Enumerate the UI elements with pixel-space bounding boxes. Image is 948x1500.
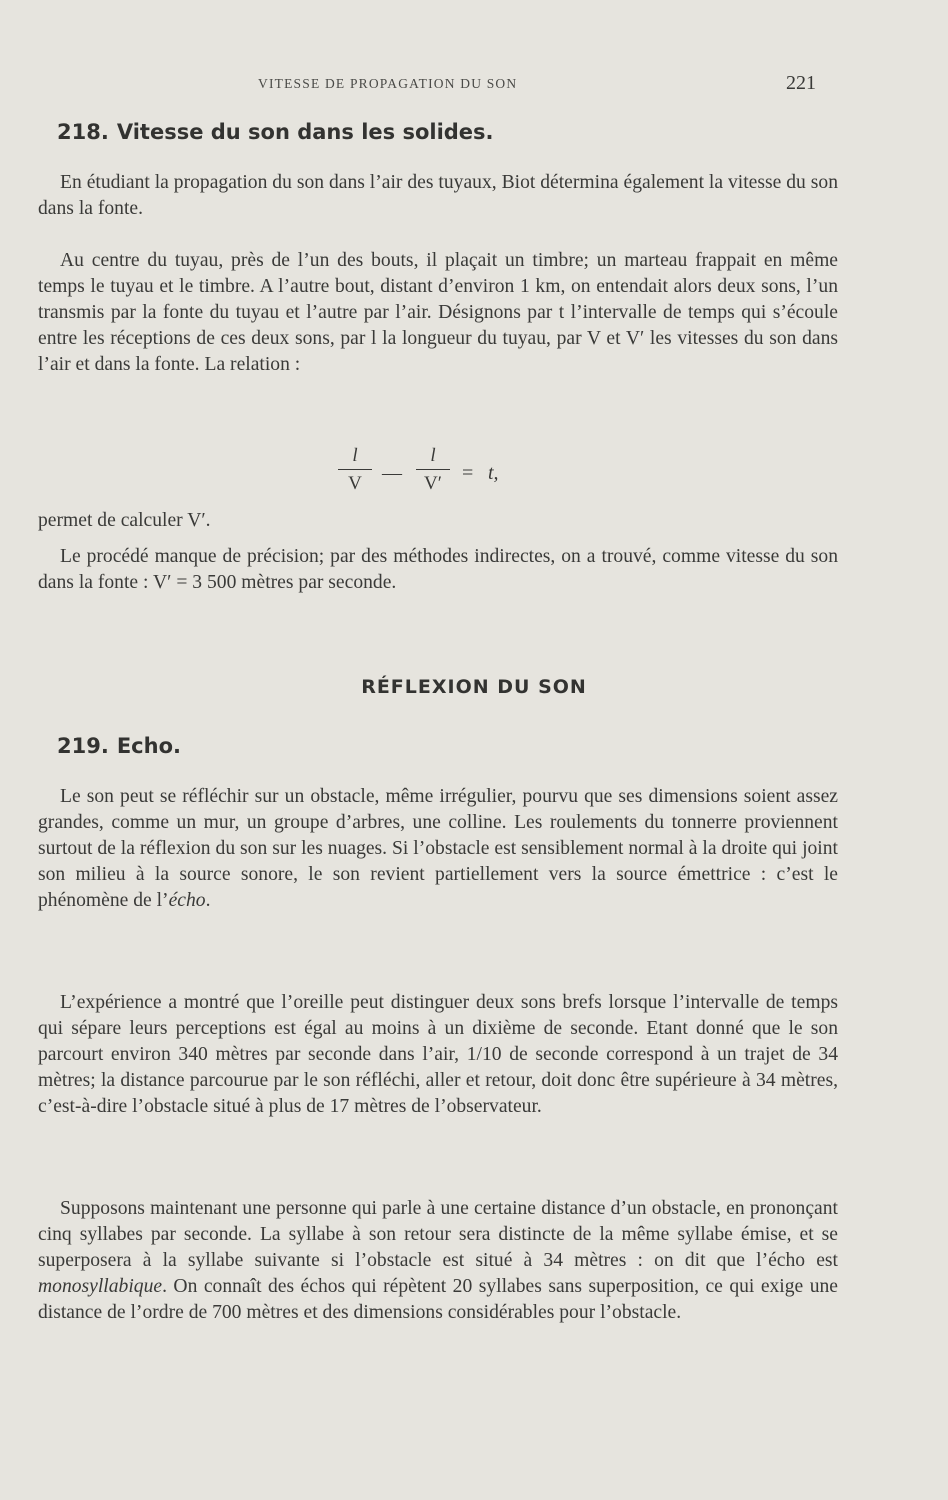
fraction-2-bar [416, 469, 450, 470]
formula-rhs: t, [488, 462, 499, 484]
fraction-2-denominator: V′ [424, 473, 442, 494]
fraction-1-denominator: V [348, 473, 362, 494]
chapter-title: RÉFLEXION DU SON [361, 676, 587, 698]
section-219-p1-emphasis: écho [168, 890, 206, 911]
section-219-p3-end: . On connaît des échos qui répètent 20 syllabes sans superposition, ce qui exige une distance de l’ordre de 700 mètres et des dimensions considérables pour l’obstacle. [38, 1276, 838, 1323]
fraction-1-numerator: l [352, 445, 358, 466]
fraction-2-numerator: l [430, 445, 436, 466]
section-219-title: Echo. [116, 734, 181, 758]
section-218-paragraph-2: Au centre du tuyau, près de l’un des bouts, il plaçait un timbre; un marteau frappait en même temps le tuyau et le timbre. A l’autre bout, distant d’environ 1 km, on entendait alors deux sons, l’un transmis par la fonte du tuyau et l’autre par l’air. Désignons par t l’intervalle de temps qui s’écoule entre les réceptions de ces deux sons, par l la longueur du tuyau, par V et V′ les vitesses du son dans l’air et dans la fonte. La relation : [38, 250, 838, 375]
fraction-1-bar [338, 469, 372, 470]
page-number: 221 [786, 72, 816, 94]
section-218-number: 218. [57, 120, 109, 144]
section-218-title: Vitesse du son dans les solides. [116, 120, 494, 144]
section-218-paragraph-1: En étudiant la propagation du son dans l’air des tuyaux, Biot détermina également la vitesse du son dans la fonte. [38, 172, 838, 219]
section-218-paragraph-3: Le procédé manque de précision; par des méthodes indirectes, on a trouvé, comme vitesse du son dans la fonte : V′ = 3 500 mètres par seconde. [38, 546, 838, 593]
fraction-l-over-v-prime [416, 444, 450, 495]
running-head: VITESSE DE PROPAGATION DU SON [258, 76, 518, 91]
section-219-heading [57, 734, 181, 758]
equals-sign: = [462, 462, 474, 484]
section-219-p3-text: Supposons maintenant une personne qui parle à une certaine distance d’un obstacle, en prononçant cinq syllabes par seconde. La syllabe à son retour sera distincte de la même syllabe émise, et se superposera à la syllabe suivante si l’obstacle est situé à 34 mètres : on dit que l’écho est [38, 1198, 838, 1271]
section-219-number: 219. [57, 734, 109, 758]
section-219-paragraph-1 [38, 784, 838, 914]
section-219-paragraph-2: L’expérience a montré que l’oreille peut distinguer deux sons brefs lorsque l’intervalle de temps qui sépare leurs perceptions est égal au moins à un dixième de seconde. Etant donné que le son parcourt environ 340 mètres par seconde dans l’air, 1/10 de seconde correspond à un trajet de 34 mètres; la distance parcourue par le son réfléchi, aller et retour, doit donc être supérieure à 34 mètres, c’est-à-dire l’obstacle situé à plus de 17 mètres de l’observateur. [38, 992, 838, 1117]
formula-lead-text: permet de calculer V′. [38, 510, 211, 531]
section-219-p1-text: Le son peut se réfléchir sur un obstacle, même irrégulier, pourvu que ses dimensions soient assez grandes, comme un mur, un groupe d’arbres, une colline. Les roulements du tonnerre proviennent surtout de la réflexion du son sur les nuages. Si l’obstacle est sensiblement normal à la droite qui joint son milieu à la source sonore, le son revient partiellement vers la source émettrice : c’est le phénomène de l’ [38, 786, 838, 911]
minus-sign: — [382, 462, 402, 484]
section-219-p1-end: . [205, 890, 211, 911]
fraction-l-over-v [338, 444, 372, 495]
section-219-paragraph-3 [38, 1196, 838, 1326]
section-218-heading [57, 120, 494, 144]
section-219-p3-emphasis: monosyllabique [38, 1276, 163, 1297]
